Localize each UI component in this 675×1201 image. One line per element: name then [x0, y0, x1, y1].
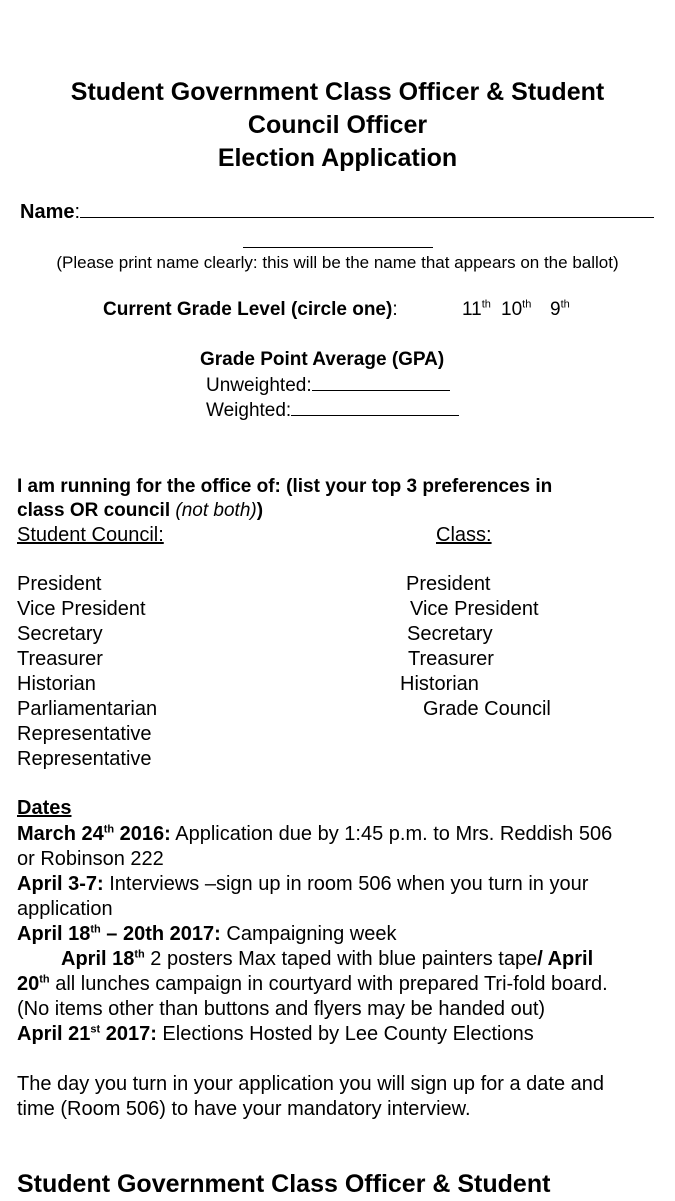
- date-lunches: 20th all lunches campaign in courtyard with prepared Tri-fold board.: [17, 973, 608, 995]
- council-secretary: Secretary: [17, 623, 103, 645]
- name-field[interactable]: [80, 217, 654, 218]
- council-representative-1: Representative: [17, 723, 152, 745]
- date-application-due: March 24th 2016: Application due by 1:45 p.m. to Mrs. Reddish 506: [17, 823, 613, 845]
- class-secretary: Secretary: [407, 623, 493, 645]
- gpa-heading: Grade Point Average (GPA): [200, 349, 445, 370]
- gpa-unweighted-label: Unweighted:: [206, 375, 312, 396]
- date-posters: April 18th 2 posters Max taped with blue painters tape/ April: [61, 948, 594, 970]
- office-intro-line-2: class OR council (not both)): [17, 500, 264, 521]
- grade-option-10[interactable]: 10th: [501, 298, 532, 320]
- closing-line-1: The day you turn in your application you will sign up for a date and: [17, 1073, 605, 1095]
- date-application-due-cont: or Robinson 222: [17, 848, 164, 870]
- class-grade-council: Grade Council: [423, 698, 551, 720]
- gpa-weighted-label: Weighted:: [206, 400, 292, 421]
- grade-level-row: Current Grade Level (circle one):: [103, 299, 398, 320]
- council-representative-2: Representative: [17, 748, 152, 770]
- name-field-continued[interactable]: [243, 229, 433, 248]
- class-president: President: [406, 573, 491, 595]
- page-title-line-1: Student Government Class Officer & Student: [70, 78, 605, 106]
- council-parliamentarian: Parliamentarian: [17, 698, 158, 720]
- name-hint: (Please print name clearly: this will be the name that appears on the ballot): [56, 253, 619, 272]
- class-treasurer: Treasurer: [408, 648, 494, 670]
- class-historian: Historian: [400, 673, 479, 695]
- name-label: Name: [20, 201, 75, 223]
- council-vice-president: Vice President: [17, 598, 146, 620]
- gpa-weighted-field[interactable]: [291, 415, 459, 416]
- gpa-weighted-row: [206, 400, 459, 422]
- office-intro-line-1: I am running for the office of: (list your top 3 preferences in: [17, 476, 553, 497]
- dates-heading: Dates: [17, 797, 72, 819]
- date-items-note: (No items other than buttons and flyers may be handed out): [17, 998, 546, 1020]
- grade-level-label: Current Grade Level (circle one): [103, 299, 393, 320]
- date-interviews: April 3-7: Interviews –sign up in room 506 when you turn in your: [17, 873, 589, 895]
- council-president: President: [17, 573, 102, 595]
- name-row: Name:: [20, 201, 654, 224]
- class-vice-president: Vice President: [410, 598, 539, 620]
- next-page-title: Student Government Class Officer & Student: [17, 1170, 551, 1198]
- date-elections: April 21st 2017: Elections Hosted by Lee County Elections: [17, 1023, 534, 1045]
- date-campaigning: April 18th – 20th 2017: Campaigning week: [17, 923, 397, 945]
- council-historian: Historian: [17, 673, 96, 695]
- date-interviews-cont: application: [17, 898, 113, 920]
- grade-option-9[interactable]: 9th: [550, 298, 570, 320]
- grade-option-11[interactable]: 11th: [462, 298, 491, 320]
- class-heading: Class:: [436, 524, 492, 546]
- gpa-unweighted-row: [206, 375, 450, 397]
- page-title-line-3: Election Application: [217, 144, 458, 172]
- gpa-unweighted-field[interactable]: [312, 390, 450, 391]
- page-title-line-2: Council Officer: [247, 111, 428, 139]
- council-treasurer: Treasurer: [17, 648, 103, 670]
- closing-line-2: time (Room 506) to have your mandatory interview.: [17, 1098, 471, 1120]
- council-heading: Student Council:: [17, 524, 164, 546]
